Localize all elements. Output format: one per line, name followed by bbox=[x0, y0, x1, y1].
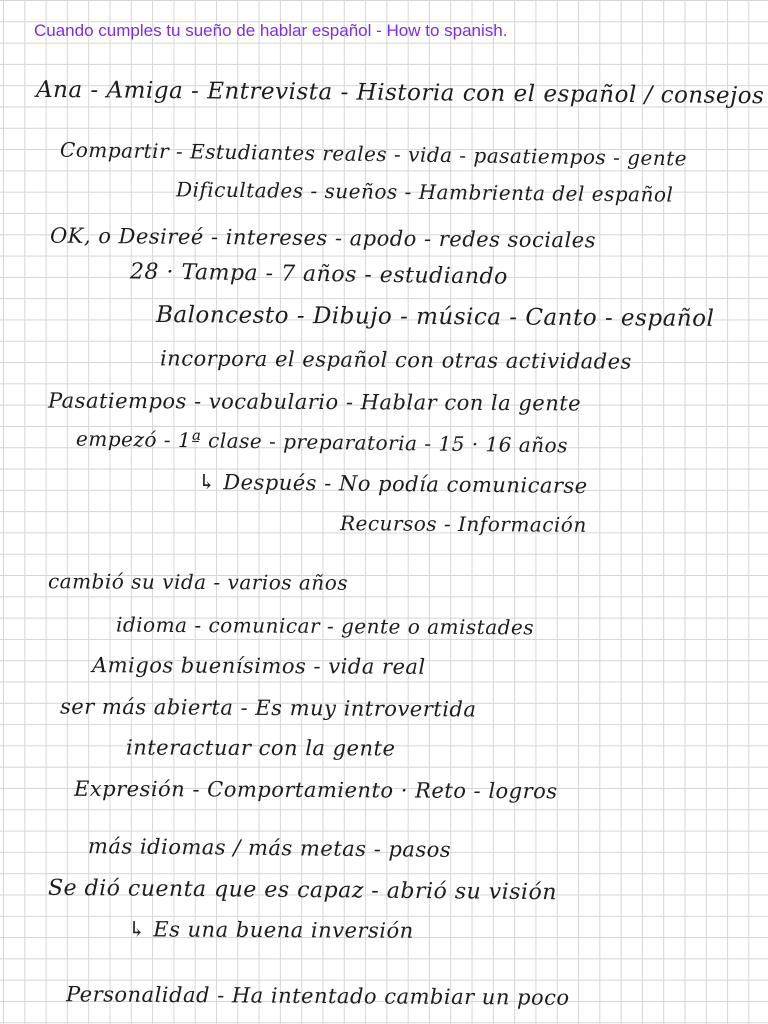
note-line: cambió su vida - varios años bbox=[47, 569, 349, 595]
note-line: incorpora el español con otras actividades bbox=[159, 346, 632, 374]
note-line: Se dió cuenta que es capaz - abrió su visión bbox=[47, 875, 558, 906]
note-line: ↳ Después - No podía comunicarse bbox=[197, 469, 588, 499]
note-line: Baloncesto - Dibujo - música - Canto - español bbox=[155, 302, 715, 332]
note-line: Expresión - Comportamiento · Reto - logros bbox=[73, 776, 558, 804]
note-line: Pasatiempos - vocabulario - Hablar con la gente bbox=[47, 388, 582, 416]
note-line: OK, o Desireé - intereses - apodo - redes sociales bbox=[49, 223, 597, 253]
note-title: Cuando cumples tu sueño de hablar español - How to spanish. bbox=[34, 21, 508, 40]
note-line: interactuar con la gente bbox=[125, 735, 396, 761]
note-line: ↳ Es una buena inversión bbox=[127, 917, 414, 943]
note-line: ser más abierta - Es muy introvertida bbox=[59, 694, 477, 722]
note-line: 28 · Tampa - 7 años - estudiando bbox=[129, 259, 508, 290]
note-line: Ana - Amiga - Entrevista - Historia con el español / consejos bbox=[35, 76, 765, 110]
note-line: Amigos buenísimos - vida real bbox=[91, 653, 426, 679]
note-line: Compartir - Estudiantes reales - vida - pasatiempos - gente bbox=[59, 137, 688, 171]
note-line: Personalidad - Ha intentado cambiar un poco bbox=[65, 982, 570, 1010]
note-line: empezó - 1ª clase - preparatoria - 15 · 16 años bbox=[75, 426, 569, 458]
note-line: Dificultades - sueños - Hambrienta del español bbox=[175, 177, 674, 207]
note-line: más idiomas / más metas - pasos bbox=[87, 834, 452, 862]
note-line: Recursos - Información bbox=[339, 511, 587, 537]
note-line: idioma - comunicar - gente o amistades bbox=[115, 612, 535, 640]
